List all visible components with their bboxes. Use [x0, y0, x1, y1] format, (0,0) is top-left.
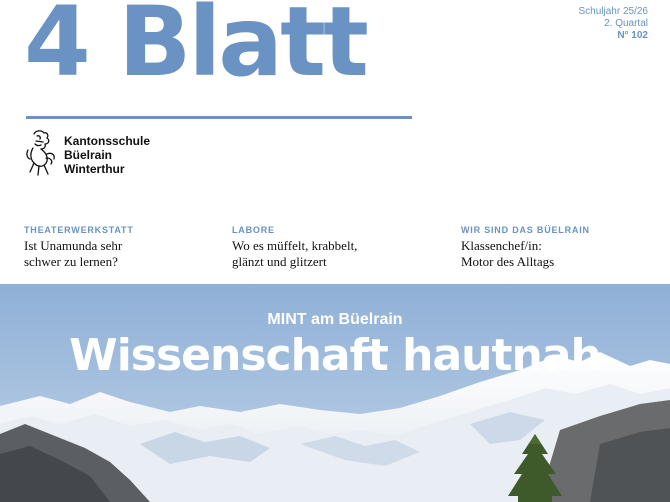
teaser-headline	[24, 238, 234, 270]
teaser-headline-line1: Wo es müffelt, krabbelt,	[232, 238, 358, 253]
hero-section	[0, 284, 670, 502]
school-name-line1: Kantonsschule	[64, 134, 151, 148]
teaser-kicker: THEATERWERKSTATT	[24, 225, 134, 235]
teaser-headline-line2: Motor des Alltags	[461, 254, 555, 269]
teaser-headline-line2: schwer zu lernen?	[24, 254, 118, 269]
school-name-line3: Winterthur	[64, 162, 125, 176]
quarter: 2. Quartal	[604, 18, 648, 29]
teaser-labore[interactable]	[232, 225, 442, 270]
school-name	[64, 134, 150, 176]
school-branding	[24, 128, 150, 178]
lion-crest-icon	[24, 128, 58, 178]
teaser-headline-line2: glänzt und glitzert	[232, 254, 327, 269]
hero-title: Wissenschaft hautnah	[69, 330, 601, 381]
teaser-headline-line1: Ist Unamunda sehr	[24, 238, 123, 253]
issue-number: N° 102	[617, 30, 648, 41]
school-name-line2: Büelrain	[64, 148, 113, 162]
masthead-rule	[26, 116, 412, 119]
teaser-headline	[232, 238, 442, 270]
teaser-theaterwerkstatt[interactable]	[24, 225, 234, 270]
issue-info	[579, 6, 649, 42]
teaser-headline-line1: Klassenchef/in:	[461, 238, 542, 253]
teaser-kicker: WIR SIND DAS BÜELRAIN	[461, 225, 590, 235]
teaser-headline	[461, 238, 670, 270]
masthead-title: 4 Blatt	[24, 0, 366, 98]
teaser-kicker: LABORE	[232, 225, 275, 235]
hero-kicker: MINT am Büelrain	[267, 311, 403, 328]
teaser-wir-sind-das-buelrain[interactable]	[461, 225, 670, 270]
school-year: Schuljahr 25/26	[578, 6, 648, 17]
